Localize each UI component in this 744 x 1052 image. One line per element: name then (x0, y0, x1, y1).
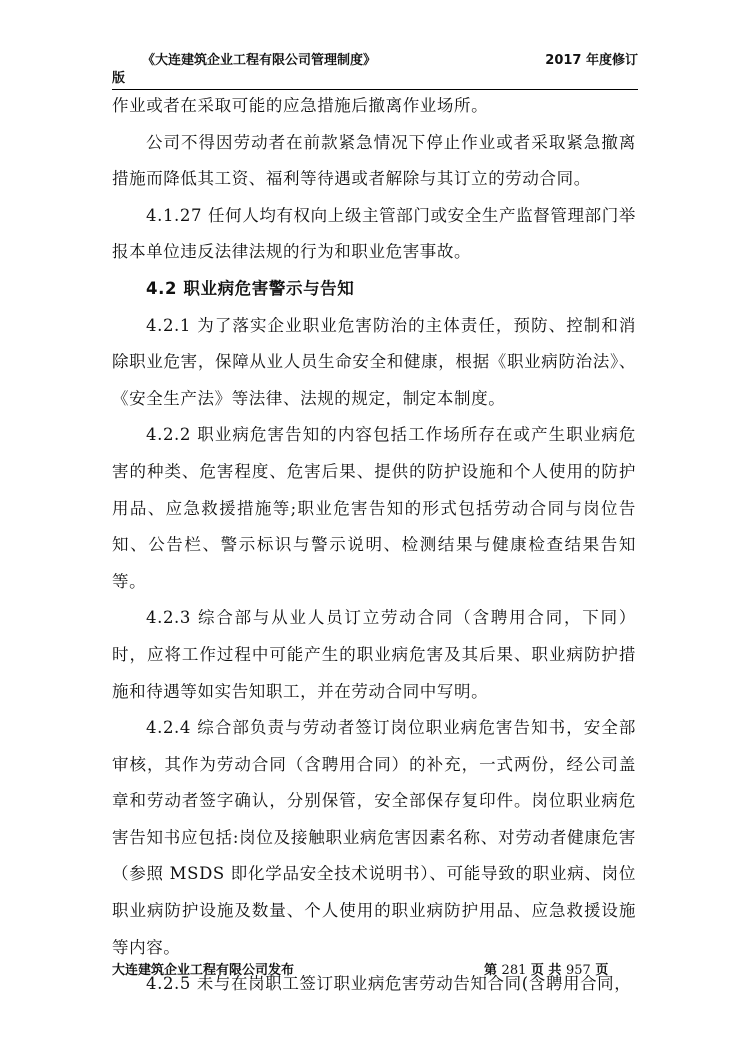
body-paragraph: 4.2.4 综合部负责与劳动者签订岗位职业病危害告知书，安全部审核，其作为劳动合同（含聘用合同）的补充，一式两份，经公司盖章和劳动者签字确认，分别保管，安全部保存复印件。岗位职业病危害告知书应包括:岗位及接触职业病危害因素名称、对劳动者健康危害（参照 MSDS 即化学品安全技术说明书）、可能导致的职业病、岗位职业病防护设施及数量、个人使用的职业病防护用品、应急救援设施等内容。 (112, 718, 636, 957)
current-page-number: 281 (501, 963, 527, 978)
revision-label: 2017 年度修订 (545, 53, 638, 68)
body-paragraph: 4.2.3 综合部与从业人员订立劳动合同（含聘用合同，下同）时，应将工作过程中可能产生的职业病危害及其后果、职业病防护措施和待遇等如实告知职工，并在劳动合同中写明。 (112, 608, 636, 701)
page-suffix: 页 (595, 963, 609, 978)
page-prefix: 第 (484, 963, 498, 978)
body-paragraph: 4.2.5 未与在岗职工签订职业病危害劳动告知合同(含聘用合同， (146, 974, 632, 994)
body-paragraph: 4.2.1 为了落实企业职业危害防治的主体责任，预防、控制和消除职业危害，保障从业人员生命安全和健康，根据《职业病防治法》、《安全生产法》等法律、法规的规定，制定本制度。 (112, 315, 636, 408)
body-paragraph: 公司不得因劳动者在前款紧急情况下停止作业或者采取紧急撤离措施而降低其工资、福利等待遇或者解除与其订立的劳动合同。 (112, 132, 636, 189)
page-header (112, 52, 638, 88)
body-paragraph: 4.2.2 职业病危害告知的内容包括工作场所存在或产生职业病危害的种类、危害程度、危害后果、提供的防护设施和个人使用的防护用品、应急救援措施等;职业危害告知的形式包括劳动合同与岗位告知、公告栏、警示标识与警示说明、检测结果与健康检查结果告知等。 (112, 425, 636, 591)
document-title-continuation: 版 (112, 71, 126, 86)
page-middle: 页 共 (530, 963, 562, 978)
page-counter (484, 962, 608, 980)
total-pages-number: 957 (565, 963, 591, 978)
section-heading: 4.2 职业病危害警示与告知 (146, 278, 355, 298)
document-body (112, 88, 636, 1003)
body-paragraph: 4.1.27 任何人均有权向上级主管部门或安全生产监督管理部门举报本单位违反法律法规的行为和职业危害事故。 (112, 205, 636, 262)
document-title: 《大连建筑企业工程有限公司管理制度》 (142, 53, 377, 68)
body-paragraph: 作业或者在采取可能的应急措施后撤离作业场所。 (112, 96, 489, 115)
publisher-label: 大连建筑企业工程有限公司发布 (112, 963, 295, 978)
